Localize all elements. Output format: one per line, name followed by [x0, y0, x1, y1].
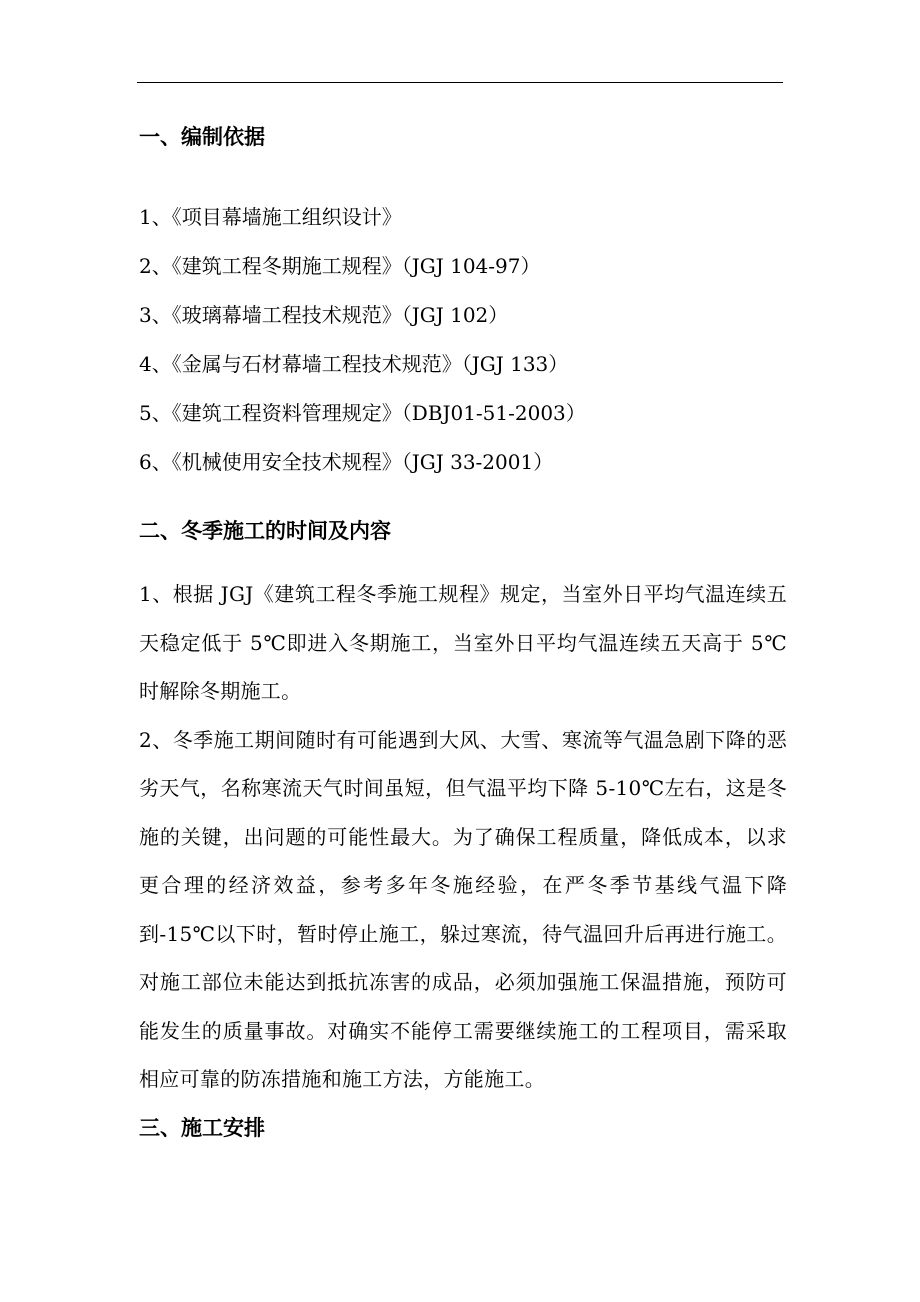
paragraph: 1、根据 JGJ《建筑工程冬季施工规程》规定，当室外日平均气温连续五天稳定低于 5℃即进入冬期施工，当室外日平均气温连续五天高于 5℃时解除冬期施工。 [139, 582, 787, 703]
reference-item: 2、《建筑工程冬期施工规程》（JGJ 104-97） [139, 254, 541, 278]
paragraph: 2、冬季施工期间随时有可能遇到大风、大雪、寒流等气温急剧下降的恶劣天气，名称寒流天气时间虽短，但气温平均下降 5-10℃左右，这是冬施的关键，出问题的可能性最大。为了确保工程质量，降低成本，以求更合理的经济效益，参考多年冬施经验，在严冬季节基线气温下降到-15℃以下时，暂时停止施工，躲过寒流，待气温回升后再进行施工。对施工部位未能达到抵抗冻害的成品，必须加强施工保温措施，预防可能发生的质量事故。对确实不能停工需要继续施工的工程项目，需采取相应可靠的防冻措施和施工方法，方能施工。 [139, 727, 787, 1091]
reference-item: 6、《机械使用安全技术规程》（JGJ 33-2001） [139, 450, 554, 474]
reference-item: 5、《建筑工程资料管理规定》（DBJ01-51-2003） [139, 401, 586, 425]
reference-item: 3、《玻璃幕墙工程技术规范》（JGJ 102） [139, 303, 509, 327]
section-heading-time-content: 二、冬季施工的时间及内容 [139, 518, 391, 543]
reference-item: 1、《项目幕墙施工组织设计》 [139, 205, 402, 229]
section-heading-arrangement: 三、施工安排 [139, 1114, 265, 1140]
section-heading-basis: 一、编制依据 [139, 124, 265, 149]
reference-item: 4、《金属与石材幕墙工程技术规范》（JGJ 133） [139, 352, 569, 376]
reference-list [139, 193, 787, 487]
header-rule [137, 82, 783, 83]
document-body [139, 118, 787, 1147]
